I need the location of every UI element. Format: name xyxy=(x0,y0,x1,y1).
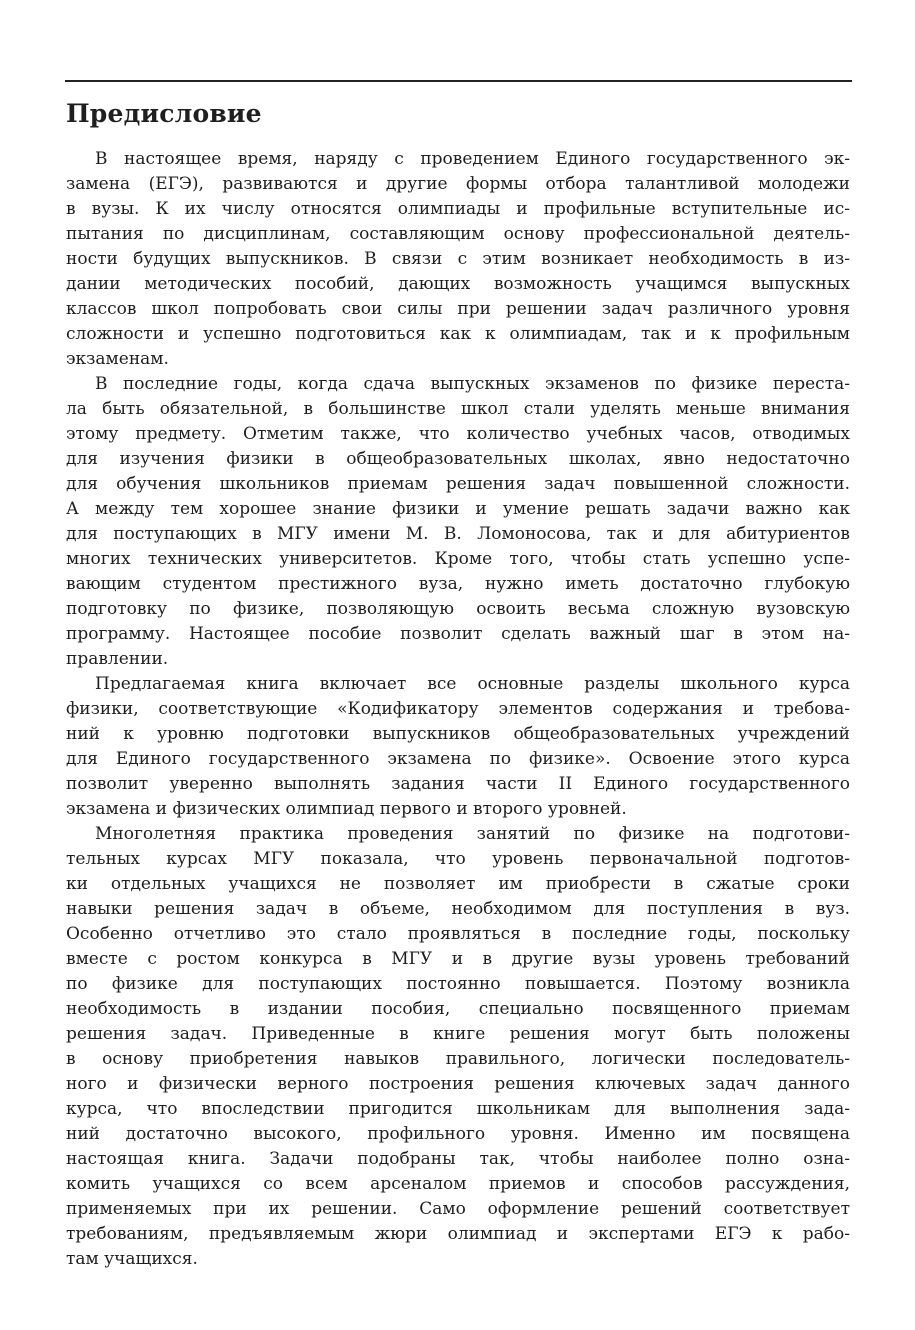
text-line: по физике для поступающих постоянно повышается. Поэтому возникла xyxy=(66,974,850,994)
text-line: сложности и успешно подготовиться как к олимпиадам, так и к профильным xyxy=(66,324,850,344)
text-line: ного и физически верного построения решения ключевых задач данного xyxy=(66,1074,850,1094)
text-line: позволит уверенно выполнять задания части II Единого государственного xyxy=(66,774,850,794)
preface-text xyxy=(66,147,850,1272)
text-line: там учащихся. xyxy=(66,1249,198,1269)
text-line: классов школ попробовать свои силы при решении задач различного уровня xyxy=(66,299,850,319)
text-line: курса, что впоследствии пригодится школьникам для выполнения зада- xyxy=(66,1099,850,1119)
text-line: В настоящее время, наряду с проведением Единого государственного эк- xyxy=(95,149,850,169)
paragraph xyxy=(66,672,850,822)
text-line: правлении. xyxy=(66,649,169,669)
text-line: подготовку по физике, позволяющую освоить весьма сложную вузовскую xyxy=(66,599,850,619)
text-line: навыки решения задач в объеме, необходимом для поступления в вуз. xyxy=(66,899,850,919)
text-line: экзаменам. xyxy=(66,349,169,369)
text-line: Многолетняя практика проведения занятий по физике на подготови- xyxy=(95,824,850,844)
text-line: для обучения школьников приемам решения задач повышенной сложности. xyxy=(66,474,850,494)
text-line: вместе с ростом конкурса в МГУ и в другие вузы уровень требований xyxy=(66,949,850,969)
text-line: ний достаточно высокого, профильного уровня. Именно им посвящена xyxy=(66,1124,850,1144)
text-line: для изучения физики в общеобразовательных школах, явно недостаточно xyxy=(66,449,850,469)
text-line: ности будущих выпускников. В связи с этим возникает необходимость в из- xyxy=(66,249,850,269)
header-rule xyxy=(65,80,852,82)
text-line: дании методических пособий, дающих возможность учащимся выпускных xyxy=(66,274,850,294)
paragraph xyxy=(66,822,850,1272)
text-line: в вузы. К их числу относятся олимпиады и профильные вступительные ис- xyxy=(66,199,850,219)
text-line: программу. Настоящее пособие позволит сделать важный шаг в этом на- xyxy=(66,624,850,644)
page-title: Предисловие xyxy=(66,99,262,128)
text-line: решения задач. Приведенные в книге решения могут быть положены xyxy=(66,1024,850,1044)
text-line: требованиям, предъявляемым жюри олимпиад и экспертами ЕГЭ к рабо- xyxy=(66,1224,850,1244)
text-line: пытания по дисциплинам, составляющим основу профессиональной деятель- xyxy=(66,224,850,244)
text-line: настоящая книга. Задачи подобраны так, чтобы наиболее полно озна- xyxy=(66,1149,850,1169)
text-line: этому предмету. Отметим также, что количество учебных часов, отводимых xyxy=(66,424,850,444)
paragraph xyxy=(66,147,850,372)
text-line: для Единого государственного экзамена по физике». Освоение этого курса xyxy=(66,749,850,769)
text-line: Особенно отчетливо это стало проявляться в последние годы, поскольку xyxy=(66,924,850,944)
paragraph xyxy=(66,372,850,672)
text-line: А между тем хорошее знание физики и умение решать задачи важно как xyxy=(66,499,850,519)
text-line: применяемых при их решении. Само оформление решений соответствует xyxy=(66,1199,850,1219)
text-line: комить учащихся со всем арсеналом приемов и способов рассуждения, xyxy=(66,1174,850,1194)
text-line: физики, соответствующие «Кодификатору элементов содержания и требова- xyxy=(66,699,850,719)
text-line: В последние годы, когда сдача выпускных экзаменов по физике переста- xyxy=(95,374,850,394)
text-line: экзамена и физических олимпиад первого и второго уровней. xyxy=(66,799,627,819)
text-line: тельных курсах МГУ показала, что уровень первоначальной подготов- xyxy=(66,849,850,869)
text-line: в основу приобретения навыков правильного, логически последователь- xyxy=(66,1049,850,1069)
text-line: Предлагаемая книга включает все основные разделы школьного курса xyxy=(95,674,850,694)
text-line: вающим студентом престижного вуза, нужно иметь достаточно глубокую xyxy=(66,574,850,594)
text-line: для поступающих в МГУ имени М. В. Ломоносова, так и для абитуриентов xyxy=(66,524,850,544)
text-line: многих технических университетов. Кроме того, чтобы стать успешно успе- xyxy=(66,549,850,569)
text-line: ний к уровню подготовки выпускников общеобразовательных учреждений xyxy=(66,724,850,744)
text-line: ла быть обязательной, в большинстве школ стали уделять меньше внимания xyxy=(66,399,850,419)
text-line: замена (ЕГЭ), развиваются и другие формы отбора талантливой молодежи xyxy=(66,174,850,194)
text-line: ки отдельных учащихся не позволяет им приобрести в сжатые сроки xyxy=(66,874,850,894)
text-line: необходимость в издании пособия, специально посвященного приемам xyxy=(66,999,850,1019)
